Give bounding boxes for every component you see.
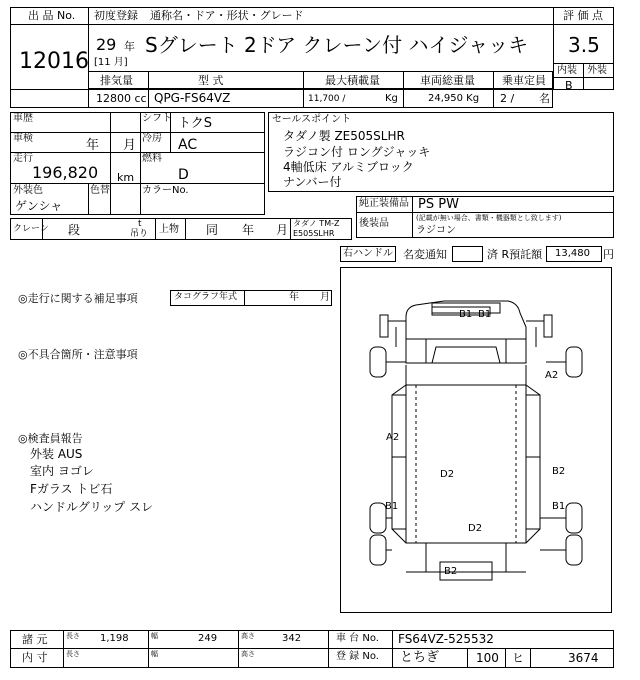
crane-year-unit: 年	[242, 223, 255, 237]
first-registration-label: 初度登録	[94, 9, 138, 22]
standard-equipment-label: 純正装備品	[359, 198, 409, 209]
interior-dimensions-label: 内 寸	[22, 651, 48, 664]
crane-maker-model: タダノ TM-Z	[293, 219, 340, 228]
max-load-label: 最大積載量	[325, 74, 380, 87]
name-change-box	[452, 246, 483, 262]
crane-ton-unit: t	[138, 219, 142, 229]
damage-mark-b2-rear: B2	[444, 566, 458, 577]
registration-month: [11 月]	[94, 57, 128, 68]
crane-month-unit: 月	[276, 223, 289, 237]
mileage-unit: km	[117, 171, 135, 184]
damage-mark-b1-right: B1	[478, 309, 492, 320]
max-load: 11,700 /	[308, 94, 346, 104]
interior-grade: B	[565, 79, 573, 92]
tachograph-month: 月	[320, 292, 330, 303]
lot-number: 12016	[19, 49, 89, 74]
exterior-color: ゲンシャ	[15, 199, 63, 213]
inspector-note-1: 外装 AUS	[30, 447, 83, 461]
crane-label: クレーン	[13, 224, 49, 234]
lot-number-label: 出 品 No.	[28, 9, 76, 22]
damage-mark-d2-upper: D2	[440, 469, 455, 480]
inspector-note-3: Fガラス トビ石	[30, 482, 113, 496]
interior-width-label: 幅	[151, 650, 158, 658]
tax-deposit-label: 済 R預託額	[487, 248, 543, 261]
driving-notes-label: ◎走行に関する補足事項	[18, 292, 138, 305]
defects-label: ◎不具合箇所・注意事項	[18, 348, 138, 361]
inspection-year: 年	[86, 138, 100, 153]
capacity-label: 乗車定員	[502, 74, 546, 87]
length: 1,198	[100, 633, 129, 644]
sales-point-1: タダノ製 ZE505SLHR	[283, 129, 405, 143]
max-load-unit: Kg	[385, 93, 398, 104]
displacement-label: 排気量	[100, 74, 133, 87]
sales-points-label: セールスポイント	[272, 114, 352, 125]
right-hand-label: 右ハンドル	[343, 248, 393, 259]
color-change-label: 色替	[90, 185, 110, 196]
color-number-label: カラーNo.	[142, 185, 189, 196]
yen-unit: 円	[603, 248, 614, 261]
model-label: 型 式	[198, 74, 224, 87]
damage-mark-d2-lower: D2	[468, 523, 483, 534]
deposit-amount: 13,480	[555, 248, 590, 259]
crane-maker-model-2: E505SLHR	[293, 229, 335, 238]
gross-weight-label: 車両総重量	[420, 74, 475, 87]
registration-prefecture: とちぎ	[400, 650, 440, 665]
damage-mark-a2-right: A2	[545, 370, 559, 381]
height: 342	[282, 633, 302, 644]
registration-label: 登 録 No.	[336, 651, 379, 662]
damage-mark-b2-right: B2	[552, 466, 566, 477]
tachograph-year: 年	[289, 292, 299, 303]
damage-mark-b1-lower-left: B1	[385, 501, 399, 512]
vehicle-description-label: 通称名・ドア・形状・グレード	[150, 9, 304, 22]
capacity: 2 /	[500, 92, 515, 105]
truck-diagram	[340, 267, 612, 613]
interior-height-label: 高さ	[241, 650, 255, 658]
gross-weight: 24,950 Kg	[428, 93, 480, 104]
overall-grade: 3.5	[568, 33, 600, 57]
inspector-note-4: ハンドルグリップ スレ	[30, 500, 154, 514]
inspection-month: 月	[123, 138, 137, 153]
ac: AC	[178, 137, 198, 153]
registration-number: 3674	[568, 651, 599, 665]
crane-same: 同	[206, 223, 219, 237]
sales-point-2: ラジコン付 ロングジャッキ	[283, 145, 431, 159]
mileage: 196,820	[32, 163, 99, 182]
shift-label: シフト	[142, 113, 172, 124]
exterior-color-label: 外装色	[13, 185, 43, 196]
capacity-unit: 名	[539, 92, 550, 105]
fuel: D	[178, 167, 189, 183]
year-unit: 年	[124, 40, 135, 53]
top-equipment-label: 上物	[159, 224, 179, 235]
registration-kana: ヒ	[512, 651, 525, 665]
model: QPG-FS64VZ	[154, 91, 231, 105]
damage-mark-b1-lower-right: B1	[552, 501, 566, 512]
vehicle-title: Sグレート 2ドア クレーン付 ハイジャッキ	[145, 33, 529, 57]
mileage-label: 走行	[13, 153, 33, 164]
crane-stage-unit: 段	[68, 223, 81, 237]
history-label: 車歴	[13, 113, 33, 124]
damage-mark-b1-left: B1	[459, 309, 473, 320]
sales-point-4: ナンバー付	[283, 175, 342, 189]
aftermarket: ラジコン	[416, 225, 456, 236]
displacement: 12800 cc	[96, 92, 147, 105]
aftermarket-note: (記載が無い場合、書類・機器類とし致します)	[416, 214, 562, 222]
registration-year: 29	[96, 35, 117, 54]
width-label: 幅	[151, 632, 158, 640]
width: 249	[198, 633, 218, 644]
registration-class: 100	[476, 651, 499, 665]
inspector-note-2: 室内 ヨゴレ	[30, 464, 94, 478]
grade-label: 評 価 点	[563, 9, 603, 22]
inspector-report-label: ◎検査員報告	[18, 432, 83, 445]
ac-label: 冷房	[142, 133, 162, 144]
fuel-label: 燃料	[142, 153, 162, 164]
chassis-number: FS64VZ-525532	[398, 632, 494, 646]
height-label: 高さ	[241, 632, 255, 640]
crane-lift-unit: 吊り	[130, 229, 149, 239]
interior-grade-label: 内装	[557, 65, 577, 76]
inspection-label: 車検	[13, 133, 33, 144]
damage-mark-a2-left: A2	[386, 432, 400, 443]
aftermarket-label: 後装品	[359, 218, 389, 229]
exterior-grade-label: 外装	[587, 65, 607, 76]
interior-length-label: 長さ	[66, 650, 80, 658]
length-label: 長さ	[66, 632, 80, 640]
sales-point-3: 4軸低床 アルミブロック	[283, 160, 414, 174]
chassis-label: 車 台 No.	[336, 633, 379, 644]
tachograph-label: タコグラフ年式	[174, 292, 238, 302]
dimensions-label: 諸 元	[22, 633, 48, 646]
shift: トクS	[178, 116, 212, 131]
name-change-label: 名変通知	[403, 248, 447, 261]
standard-equipment: PS PW	[418, 197, 459, 212]
